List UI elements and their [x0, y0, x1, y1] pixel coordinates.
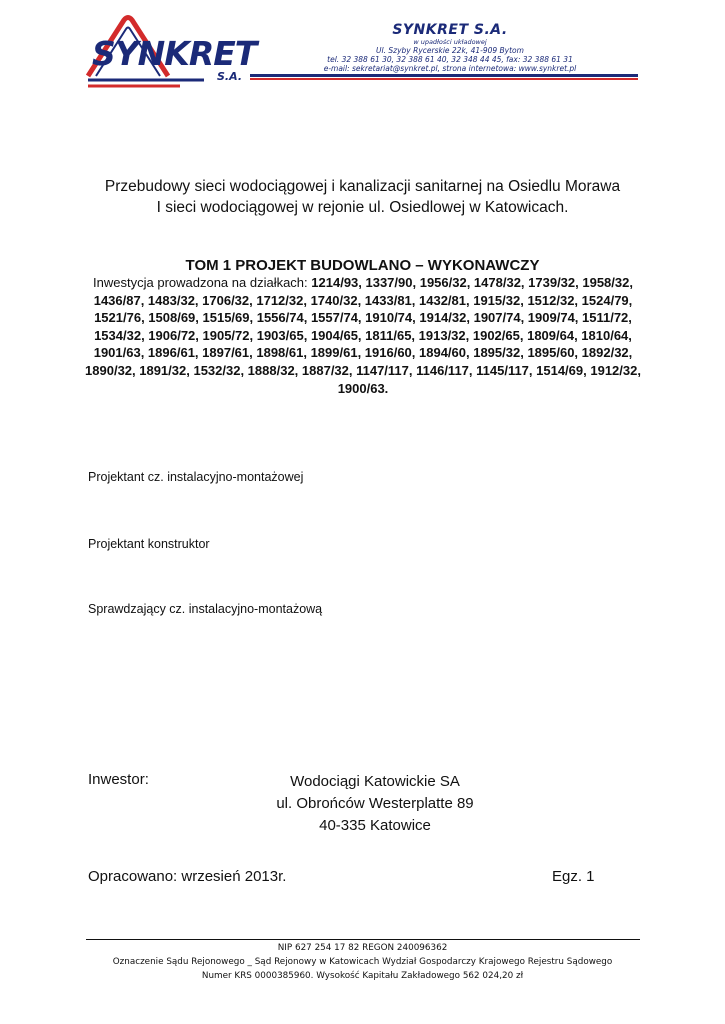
footer: [60, 941, 665, 983]
investor-name: Wodociągi Katowickie SA: [290, 773, 460, 790]
company-logo: [84, 14, 257, 94]
footer-line-3: Numer KRS 0000385960. Wysokość Kapitału Zakładowego 562 024,20 zł: [201, 971, 524, 981]
footer-line-2: Oznaczenie Sądu Rejonowego _ Sąd Rejonowy w Katowicach Wydział Gospodarczy Krajowego Rejestru Sądowego: [112, 957, 613, 967]
header-rule-blue: [250, 74, 638, 77]
logo-sa: S.A.: [217, 70, 242, 83]
logo-text: SYNKRET: [92, 34, 257, 73]
parcel-list: [84, 274, 642, 397]
company-status: w upadłości układowej: [413, 38, 487, 46]
parcel-numbers: 1214/93, 1337/90, 1956/32, 1478/32, 1739/32, 1958/32, 1436/87, 1483/32, 1706/32, 1712/32, 1740/32, 1433/81, 1432/81, 1915/32, 1512/32, 1524/79, 1521/76, 1508/69, 1515/69, 1556/74, 1557/74, 1910/74, 1914/32, 1907/74, 1909/74, 1511/72, 1534/32, 1906/72, 1905/72, 1903/65, 1904/65, 1811/65, 1913/32, 1902/65, 1809/64, 1810/64, 1901/63, 1896/61, 1897/61, 1898/61, 1899/61, 1916/60, 1894/60, 1895/32, 1895/60, 1892/32, 1890/32, 1891/32, 1532/32, 1888/32, 1887/32, 1147/117, 1146/117, 1145/117, 1514/69, 1912/32, 1900/63.: [85, 275, 641, 396]
role-installation-designer: Projektant cz. instalacyjno-montażowej: [88, 470, 304, 484]
document-title: [60, 176, 665, 218]
prepared-date: Opracowano: wrzesień 2013r.: [88, 868, 287, 885]
role-checker: Sprawdzający cz. instalacyjno-montażową: [88, 602, 323, 616]
copy-number: Egz. 1: [552, 868, 595, 885]
investor-label: Inwestor:: [88, 771, 149, 788]
investor-street: ul. Obrońców Westerplatte 89: [276, 795, 474, 812]
company-name: SYNKRET S.A.: [392, 22, 508, 38]
parcel-intro: Inwestycja prowadzona na działkach:: [93, 275, 308, 290]
footer-rule: [86, 939, 640, 940]
role-structural-designer: Projektant konstruktor: [88, 537, 210, 551]
title-line-2: I sieci wodociągowej w rejonie ul. Osiedlowej w Katowicach.: [156, 199, 569, 216]
title-line-1: Przebudowy sieci wodociągowej i kanalizacji sanitarnej na Osiedlu Morawa: [104, 178, 621, 195]
company-info: [290, 22, 610, 73]
company-address: Ul. Szyby Rycerskie 22k, 41-909 Bytom: [376, 46, 524, 55]
company-contact: e-mail: sekretariat@synkret.pl, strona internetowa: www.synkret.pl: [323, 64, 577, 73]
volume-heading: TOM 1 PROJEKT BUDOWLANO – WYKONAWCZY: [185, 257, 540, 274]
header-rule-red: [250, 78, 638, 80]
footer-line-1: NIP 627 254 17 82 REGON 240096362: [277, 943, 448, 953]
company-phones: tel. 32 388 61 30, 32 388 61 40, 32 348 44 45, fax: 32 388 61 31: [327, 55, 573, 64]
investor-city: 40-335 Katowice: [319, 817, 431, 834]
investor-address: [270, 771, 480, 837]
